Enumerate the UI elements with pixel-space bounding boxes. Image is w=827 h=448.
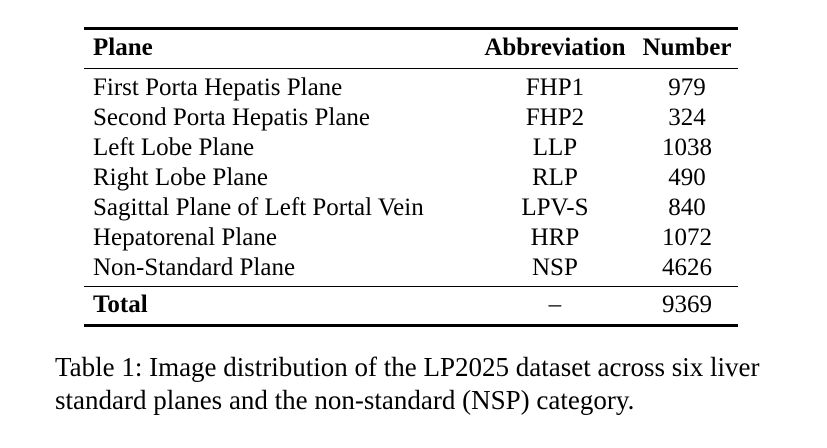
- header-plane: Plane: [93, 34, 153, 61]
- cell-number: 1038: [661, 134, 712, 161]
- table-row: [84, 133, 738, 163]
- cell-plane: Second Porta Hepatis Plane: [93, 104, 371, 131]
- cell-number: 4626: [661, 254, 712, 281]
- cell-plane: Hepatorenal Plane: [93, 224, 277, 251]
- cell-abbreviation: FHP1: [525, 74, 585, 101]
- table-row: [84, 193, 738, 223]
- table-row: [84, 253, 738, 287]
- data-table-container: [84, 27, 738, 327]
- table-row: [84, 69, 738, 104]
- cell-abbreviation: HRP: [530, 224, 580, 251]
- cell-abbreviation: NSP: [531, 254, 578, 281]
- cell-plane: Non-Standard Plane: [93, 254, 296, 281]
- cell-plane: First Porta Hepatis Plane: [93, 74, 343, 101]
- header-abbreviation: Abbreviation: [484, 34, 626, 61]
- cell-number: 490: [668, 164, 706, 191]
- header-number: Number: [642, 34, 732, 61]
- table-total-row: [84, 287, 738, 326]
- cell-abbreviation: LPV-S: [521, 194, 589, 221]
- table-row: [84, 103, 738, 133]
- total-abbreviation: –: [474, 287, 636, 326]
- table-caption: Table 1: Image distribution of the LP2025 dataset across six liver standard planes and the non-standard (NSP) category.: [55, 352, 760, 415]
- cell-abbreviation: RLP: [532, 164, 578, 191]
- cell-plane: Right Lobe Plane: [93, 164, 268, 191]
- plane-distribution-table: [84, 27, 738, 327]
- total-number: 9369: [636, 287, 738, 326]
- total-label: Total: [84, 287, 474, 326]
- cell-number: 1072: [661, 224, 712, 251]
- cell-number: 979: [668, 74, 706, 101]
- cell-plane: Left Lobe Plane: [93, 134, 255, 161]
- cell-abbreviation: LLP: [532, 134, 578, 161]
- table-row: [84, 223, 738, 253]
- table-header-row: [84, 29, 738, 69]
- cell-number: 324: [668, 104, 706, 131]
- table-row: [84, 163, 738, 193]
- cell-abbreviation: FHP2: [525, 104, 585, 131]
- cell-plane: Sagittal Plane of Left Portal Vein: [93, 194, 424, 221]
- cell-number: 840: [668, 194, 706, 221]
